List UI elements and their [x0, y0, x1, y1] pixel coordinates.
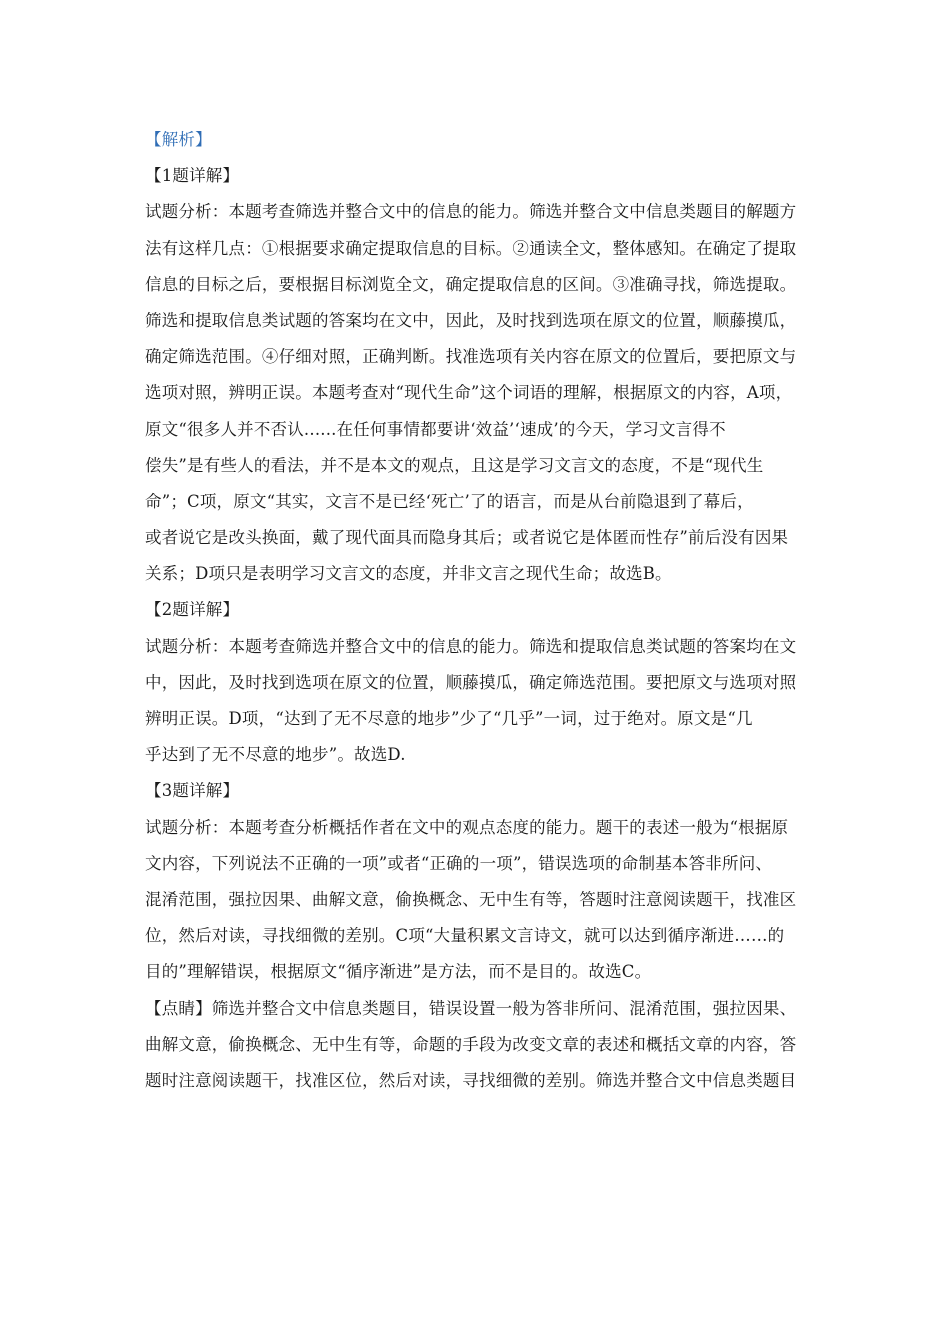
paragraph-line: 试题分析：本题考查筛选并整合文中的信息的能力。筛选和提取信息类试题的答案均在文: [145, 636, 797, 656]
paragraph-line: 选项对照，辨明正误。本题考查对“现代生命”这个词语的理解，根据原文的内容，A项，: [145, 383, 793, 403]
paragraph-line: 中，因此，及时找到选项在原文的位置，顺藤摸瓜，确定筛选范围。要把原文与选项对照: [145, 672, 797, 692]
q3-heading: 【3题详解】: [145, 781, 240, 801]
paragraph-line: 辨明正误。D项，“达到了无不尽意的地步”少了“几乎”一词，过于绝对。原文是“几: [145, 709, 753, 728]
paragraph-line: 混淆范围，强拉因果、曲解文意，偷换概念、无中生有等，答题时注意阅读题干，找准区: [145, 889, 797, 909]
paragraph-line: 法有这样几点：①根据要求确定提取信息的目标。②通读全文，整体感知。在确定了提取: [145, 238, 797, 258]
paragraph-line: 目的”理解错误，根据原文“循序渐进”是方法，而不是目的。故选C。: [145, 962, 652, 982]
paragraph-line: 原文“很多人并不否认......在任何事情都要讲‘效益’‘速成’的今天，学习文言得不: [145, 419, 726, 439]
q3-paragraph: [145, 810, 810, 991]
q2-paragraph: [145, 629, 810, 774]
document-page: [145, 122, 810, 1099]
analysis-heading: 【解析】: [145, 130, 212, 149]
paragraph-line: 乎达到了无不尽意的地步”。故选D.: [145, 745, 406, 765]
paragraph-line: 【点睛】筛选并整合文中信息类题目，错误设置一般为答非所问、混淆范围，强拉因果、: [145, 998, 797, 1018]
paragraph-line: 题时注意阅读题干，找准区位，然后对读，寻找细微的差别。筛选并整合文中信息类题目: [145, 1070, 797, 1090]
q2-heading: 【2题详解】: [145, 600, 240, 620]
paragraph-line: 偿失”是有些人的看法，并不是本文的观点，且这是学习文言文的态度，不是“现代生: [145, 455, 764, 475]
q1-paragraph: [145, 194, 810, 592]
paragraph-line: 确定筛选范围。④仔细对照，正确判断。找准选项有关内容在原文的位置后，要把原文与: [145, 347, 797, 367]
tip-paragraph: [145, 991, 810, 1100]
paragraph-line: 曲解文意，偷换概念、无中生有等，命题的手段为改变文章的表述和概括文章的内容，答: [145, 1034, 797, 1054]
paragraph-line: 文内容，下列说法不正确的一项”或者“正确的一项”，错误选项的命制基本答非所问、: [145, 853, 773, 873]
paragraph-line: 位，然后对读，寻找细微的差别。C项“大量积累文言诗文，就可以达到循序渐进……的: [145, 926, 785, 946]
q1-heading: 【1题详解】: [145, 166, 240, 186]
paragraph-line: 命”；C项，原文“其实，文言不是已经‘死亡’了的语言，而是从台前隐退到了幕后，: [145, 491, 754, 511]
paragraph-line: 试题分析：本题考查筛选并整合文中的信息的能力。筛选并整合文中信息类题目的解题方: [145, 202, 797, 222]
paragraph-line: 信息的目标之后，要根据目标浏览全文，确定提取信息的区间。③准确寻找，筛选提取。: [145, 274, 797, 294]
paragraph-line: 关系；D项只是表明学习文言文的态度，并非文言之现代生命；故选B。: [145, 564, 672, 584]
paragraph-line: 筛选和提取信息类试题的答案均在文中，因此，及时找到选项在原文的位置，顺藤摸瓜，: [145, 310, 797, 330]
paragraph-line: 或者说它是改头换面，戴了现代面具而隐身其后；或者说它是体匿而性存”前后没有因果: [145, 528, 789, 548]
paragraph-line: 试题分析：本题考查分析概括作者在文中的观点态度的能力。题干的表述一般为“根据原: [145, 817, 789, 837]
